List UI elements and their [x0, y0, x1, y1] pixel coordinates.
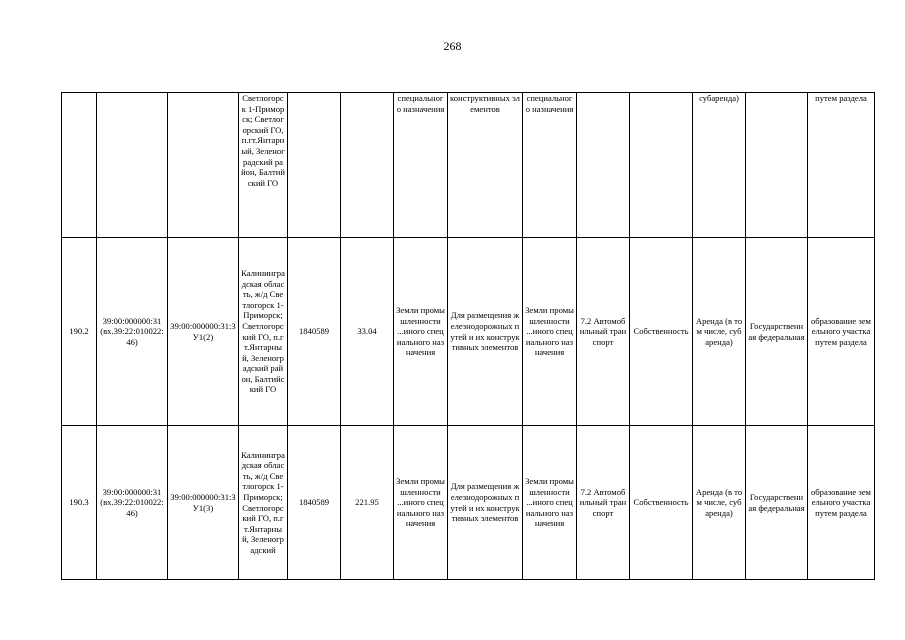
- cell-plot-id: [168, 93, 239, 238]
- cell-encumbrance: субаренда): [693, 93, 746, 238]
- cell-address: Светлогорск 1-Приморск; Светлогорский ГО, п.гт.Янтарный, Зеленоградский район, Балтийский ГО: [239, 93, 288, 238]
- cell-plot-id: 39:00:000000:31:ЗУ1(3): [168, 426, 239, 580]
- cell-formation-method: путем раздела: [808, 93, 875, 238]
- cell-code: 1840589: [288, 426, 341, 580]
- page-number: 268: [443, 39, 462, 53]
- cell-land-category-2: специального назначения: [523, 93, 577, 238]
- cell-address: Калининградская область, ж/д Светлогорск 1-Приморск; Светлогорский ГО, п.гт.Янтарный, Зеленоградский: [239, 426, 288, 580]
- cell-formation-method: образование земельного участка путем раздела: [808, 238, 875, 426]
- cell-owner: Государственная федеральная: [746, 238, 808, 426]
- cell-encumbrance: Аренда (в том числе, субаренда): [693, 426, 746, 580]
- cell-encumbrance: Аренда (в том числе, субаренда): [693, 238, 746, 426]
- cell-land-category: Земли промышленности ...иного специального назначения: [394, 238, 448, 426]
- cell-land-category: специального назначения: [394, 93, 448, 238]
- cell-number: [62, 93, 97, 238]
- cell-cadastral-number: 39:00:000000:31 (вх.39:22:010022:46): [97, 238, 168, 426]
- cell-number: 190.3: [62, 426, 97, 580]
- table-row: [62, 426, 875, 580]
- cell-vri: 7.2 Автомобильный транспорт: [577, 426, 630, 580]
- cell-owner: [746, 93, 808, 238]
- cell-area: [341, 93, 394, 238]
- cell-right-type: [630, 93, 693, 238]
- cell-land-category-2: Земли промышленности ...иного специального назначения: [523, 426, 577, 580]
- cell-vri: 7.2 Автомобильный транспорт: [577, 238, 630, 426]
- cell-cadastral-number: 39:00:000000:31 (вх.39:22:010022:46): [97, 426, 168, 580]
- cell-right-type: Собственность: [630, 238, 693, 426]
- cell-right-type: Собственность: [630, 426, 693, 580]
- cell-area: 221.95: [341, 426, 394, 580]
- cell-owner: Государственная федеральная: [746, 426, 808, 580]
- cell-area: 33.04: [341, 238, 394, 426]
- cell-formation-method: образование земельного участка путем раздела: [808, 426, 875, 580]
- cell-permitted-use: Для размещения железнодорожных путей и их конструктивных элементов: [448, 238, 523, 426]
- cell-permitted-use: Для размещения железнодорожных путей и их конструктивных элементов: [448, 426, 523, 580]
- cell-code: 1840589: [288, 238, 341, 426]
- cell-address: Калининградская область, ж/д Светлогорск 1-Приморск; Светлогорский ГО, п.гт.Янтарный, Зеленоградский район, Балтийский ГО: [239, 238, 288, 426]
- cell-number: 190.2: [62, 238, 97, 426]
- cell-plot-id: 39:00:000000:31:ЗУ1(2): [168, 238, 239, 426]
- cell-vri: [577, 93, 630, 238]
- cell-land-category: Земли промышленности ...иного специального назначения: [394, 426, 448, 580]
- table-row: [62, 238, 875, 426]
- land-register-table: [61, 92, 875, 580]
- cell-cadastral-number: [97, 93, 168, 238]
- cell-land-category-2: Земли промышленности ...иного специального назначения: [523, 238, 577, 426]
- cell-permitted-use: конструктивных элементов: [448, 93, 523, 238]
- cell-code: [288, 93, 341, 238]
- table-row: [62, 93, 875, 238]
